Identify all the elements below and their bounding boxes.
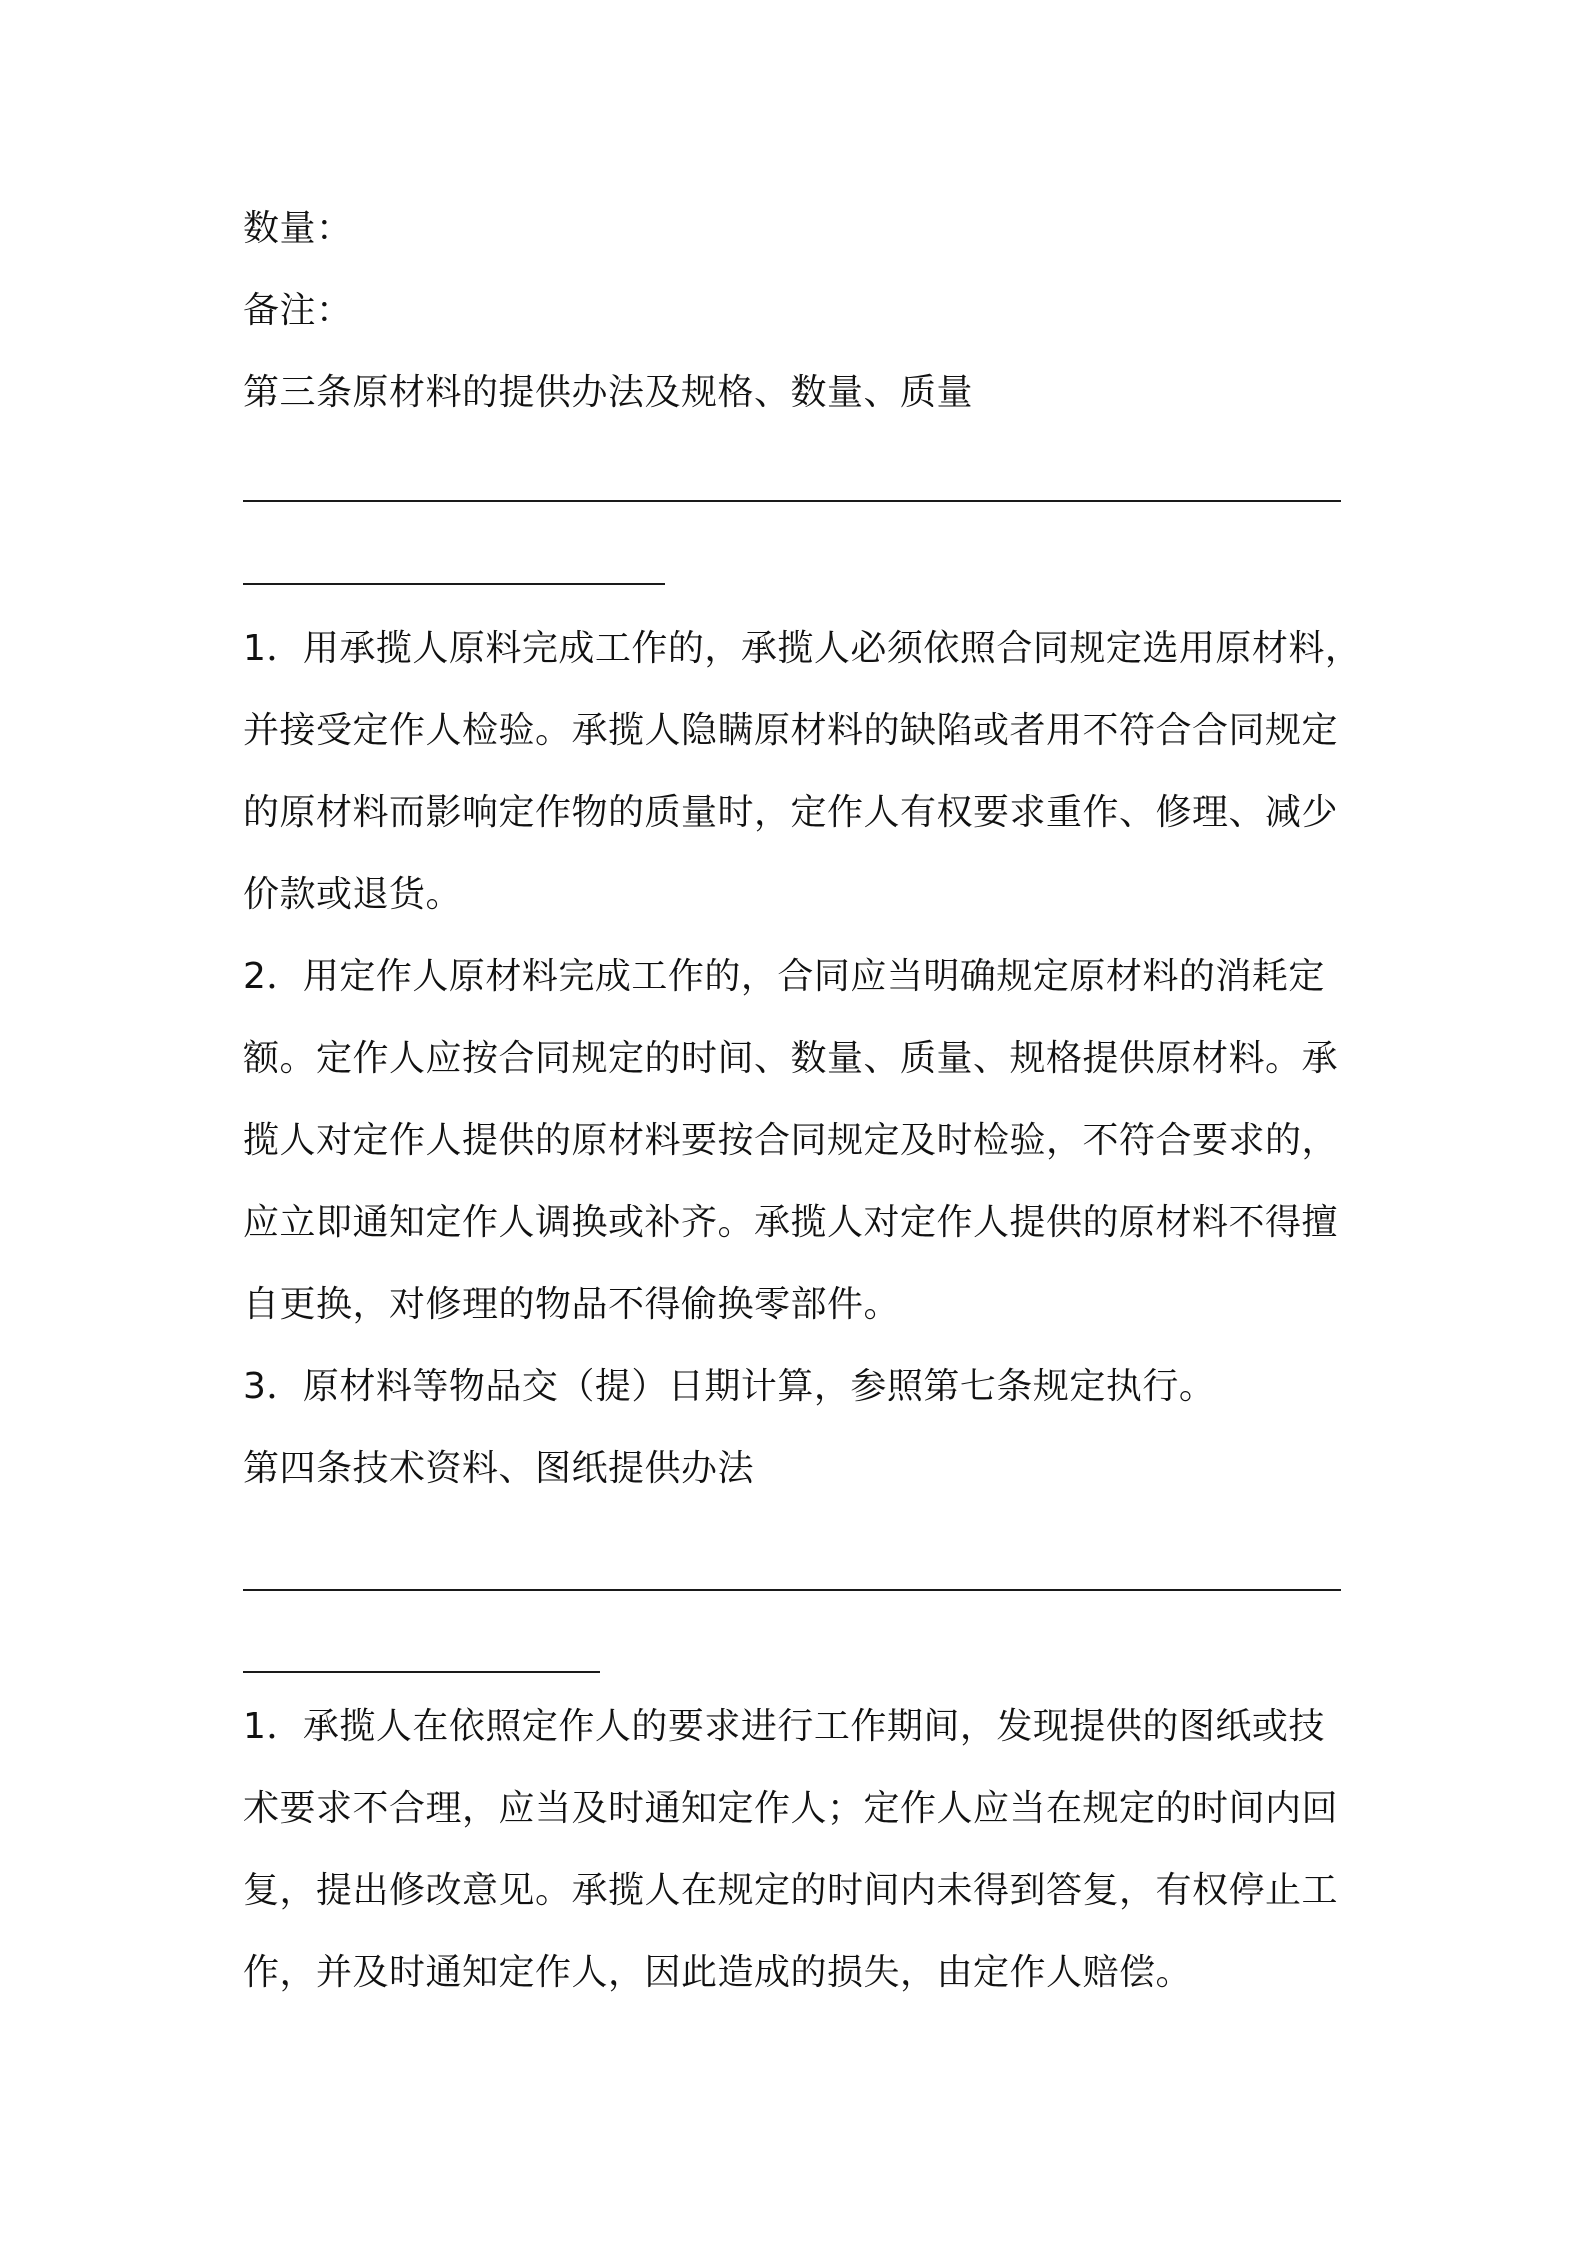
paragraph-line: 价款或退货。 [243,874,463,915]
paragraph-line: 并接受定作人检验。承揽人隐瞒原材料的缺陷或者用不符合合同规定 [243,710,1339,751]
paragraph-line: 自更换，对修理的物品不得偷换零部件。 [243,1284,901,1325]
paragraph-line: 揽人对定作人提供的原材料要按合同规定及时检验，不符合要求的， [243,1120,1339,1161]
paragraph-line: 术要求不合理，应当及时通知定作人；定作人应当在规定的时间内回 [243,1788,1339,1829]
paragraph-line: 1．承揽人在依照定作人的要求进行工作期间，发现提供的图纸或技 [243,1706,1325,1747]
article-4-heading: 第四条技术资料、图纸提供办法 [243,1448,755,1489]
blank-fill-line [243,583,665,585]
blank-fill-line [243,1671,600,1673]
blank-fill-line [243,500,1341,502]
paragraph-line: 2．用定作人原材料完成工作的，合同应当明确规定原材料的消耗定 [243,956,1325,997]
paragraph-line: 复，提出修改意见。承揽人在规定的时间内未得到答复，有权停止工 [243,1870,1339,1911]
paragraph-line: 应立即通知定作人调换或补齐。承揽人对定作人提供的原材料不得擅 [243,1202,1339,1243]
paragraph-line: 作，并及时通知定作人，因此造成的损失，由定作人赔偿。 [243,1952,1193,1993]
quantity-label: 数量： [243,208,353,249]
paragraph-line: 额。定作人应按合同规定的时间、数量、质量、规格提供原材料。承 [243,1038,1339,1079]
blank-fill-line [243,1589,1341,1591]
remarks-label: 备注： [243,290,353,331]
paragraph-line: 3．原材料等物品交（提）日期计算，参照第七条规定执行。 [243,1366,1216,1407]
paragraph-line: 1．用承揽人原料完成工作的，承揽人必须依照合同规定选用原材料， [243,628,1362,669]
article-3-heading: 第三条原材料的提供办法及规格、数量、质量 [243,372,974,413]
paragraph-line: 的原材料而影响定作物的质量时，定作人有权要求重作、修理、减少 [243,792,1339,833]
